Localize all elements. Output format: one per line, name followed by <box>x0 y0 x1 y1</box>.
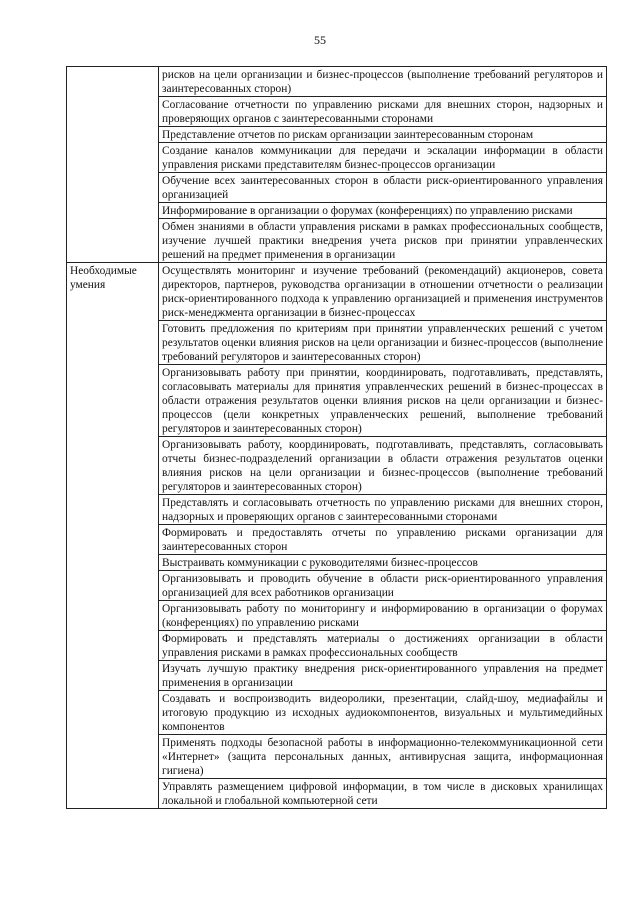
requirement-item: рисков на цели организации и бизнес-процессов (выполнение требований регуляторов и заинтересованных сторон) <box>159 67 607 97</box>
requirement-item: Согласование отчетности по управлению рисками для внешних сторон, надзорных и проверяющих органов с заинтересованными сторонами <box>159 97 607 127</box>
requirement-item: Обучение всех заинтересованных сторон в области риск-ориентированного управления организацией <box>159 173 607 203</box>
requirement-item: Представление отчетов по рискам организации заинтересованным сторонам <box>159 127 607 143</box>
requirement-item: Обмен знаниями в области управления рисками в рамках профессиональных сообществ, изучение лучшей практики внедрения учета рисков при принятии управленческих решений на предмет применения в организации <box>159 219 607 263</box>
requirement-item: Управлять размещением цифровой информации, в том числе в дисковых хранилищах локальной и глобальной компьютерной сети <box>159 779 607 809</box>
table-row <box>67 263 607 321</box>
section-label <box>67 67 159 263</box>
requirement-item: Выстраивать коммуникации с руководителями бизнес-процессов <box>159 555 607 571</box>
section-label: Необходимые умения <box>67 263 159 809</box>
requirement-item: Организовывать работу по мониторингу и информированию в организации о форумах (конференциях) по управлению рисками <box>159 601 607 631</box>
requirement-item: Формировать и представлять материалы о достижениях организации в области управления рисками в рамках профессиональных сообществ <box>159 631 607 661</box>
requirement-item: Осуществлять мониторинг и изучение требований (рекомендаций) акционеров, совета директоров, партнеров, руководства организации в отношении отчетности о реализации риск-ориентированного подхода к управлению организацией и применения инструментов риск-менеджмента организации в бизнес-процессах <box>159 263 607 321</box>
requirement-item: Изучать лучшую практику внедрения риск-ориентированного управления на предмет применения в организации <box>159 661 607 691</box>
page-number: 55 <box>314 33 326 47</box>
requirement-item: Организовывать работу, координировать, подготавливать, представлять, согласовывать отчеты бизнес-подразделений организации в области отражения результатов оценки влияния рисков на цели организации и бизнес-процессов (выполнение требований регуляторов и заинтересованных сторон) <box>159 437 607 495</box>
table-row <box>67 67 607 97</box>
requirement-item: Создание каналов коммуникации для передачи и эскалации информации в области управления рисками представителям бизнес-процессов организации <box>159 143 607 173</box>
requirement-item: Организовывать работу при принятии, координировать, подготавливать, представлять, согласовывать материалы для принятия управленческих решений в бизнес-процессах в области отражения результатов оценки влияния рисков на цели организации и бизнес-процессов (цели конкретных управленческих решений, выполнение требований регуляторов и заинтересованных сторон) <box>159 365 607 437</box>
requirement-item: Готовить предложения по критериям при принятии управленческих решений с учетом результатов оценки влияния рисков на цели организации и бизнес-процессов (выполнение требований регуляторов и заинтересованных сторон) <box>159 321 607 365</box>
requirement-item: Организовывать и проводить обучение в области риск-ориентированного управления организацией для всех работников организации <box>159 571 607 601</box>
requirement-item: Информирование в организации о форумах (конференциях) по управлению рисками <box>159 203 607 219</box>
requirement-item: Применять подходы безопасной работы в информационно-телекоммуникационной сети «Интернет» (защита персональных данных, антивирусная защита, информационная гигиена) <box>159 735 607 779</box>
requirement-item: Представлять и согласовывать отчетность по управлению рисками для внешних сторон, надзорных и проверяющих органов с заинтересованными сторонами <box>159 495 607 525</box>
requirement-item: Создавать и воспроизводить видеоролики, презентации, слайд-шоу, медиафайлы и итоговую продукцию из исходных аудиокомпонентов, визуальных и мультимедийных компонентов <box>159 691 607 735</box>
requirements-table <box>66 66 607 809</box>
requirement-item: Формировать и предоставлять отчеты по управлению рисками организации для заинтересованных сторон <box>159 525 607 555</box>
